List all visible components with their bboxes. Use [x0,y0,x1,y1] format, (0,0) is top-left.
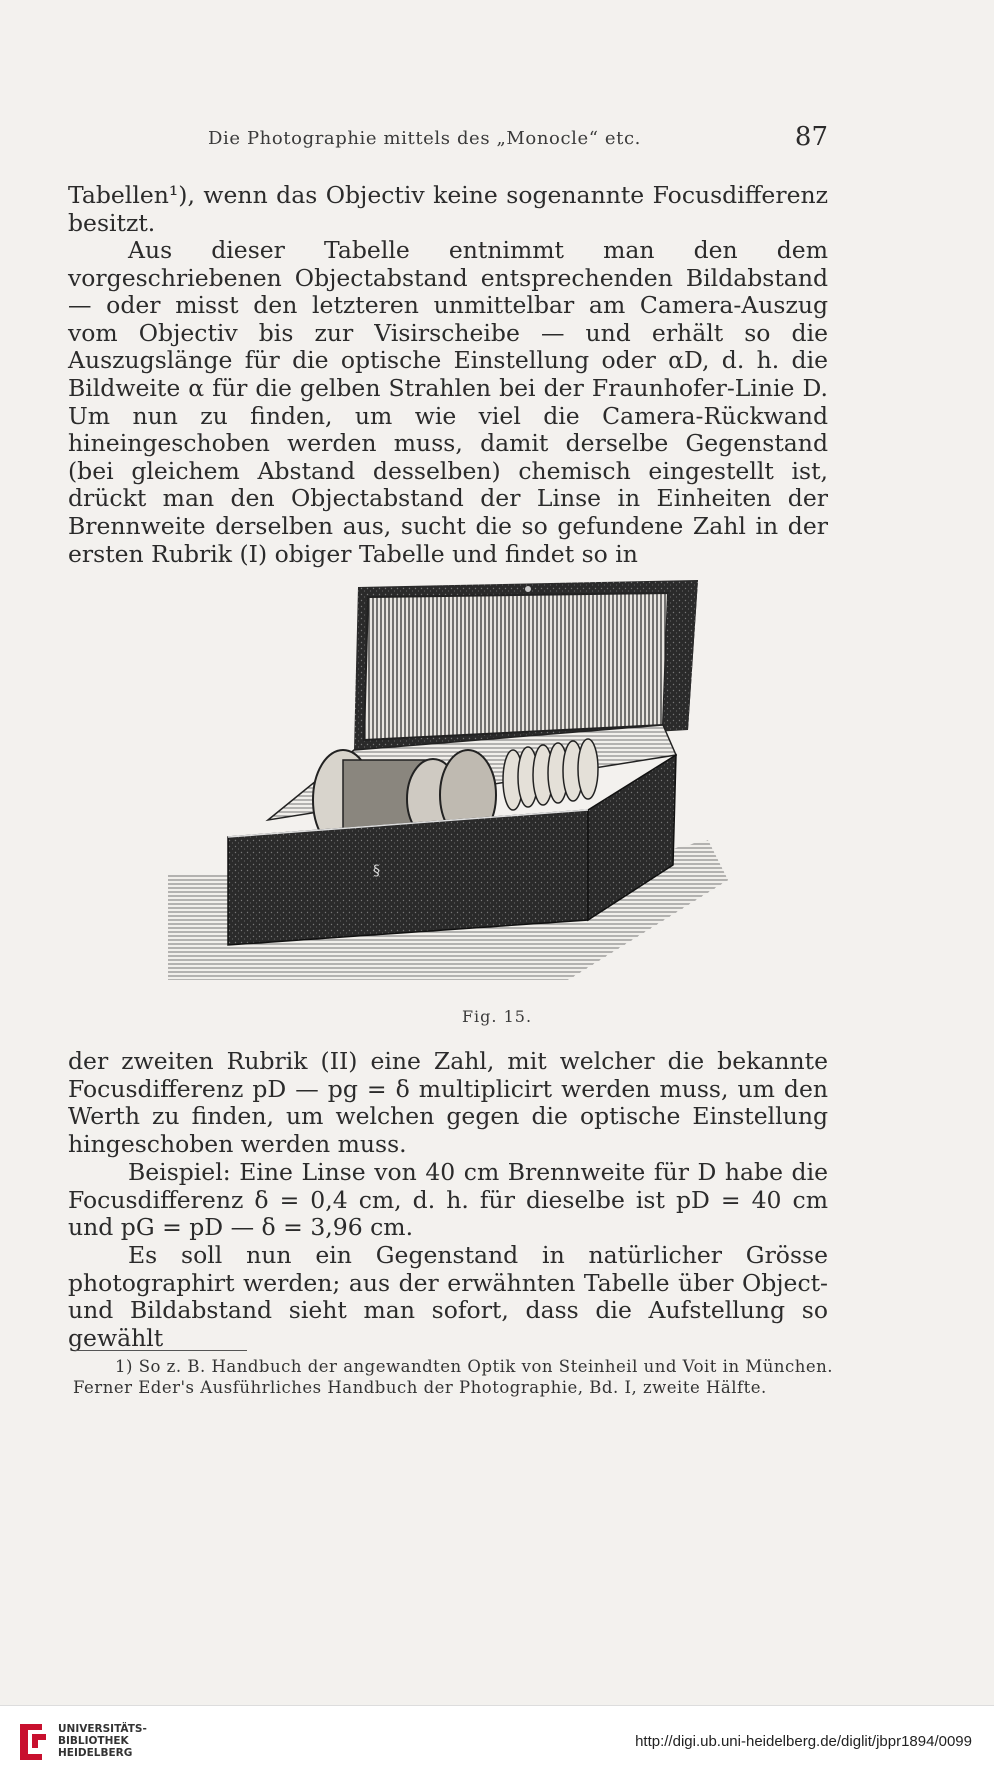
viewer-footer [0,1705,994,1778]
paragraph-beispiel: Beispiel: Eine Linse von 40 cm Brennweite für D habe die Focusdifferenz δ = 0,4 cm, d. h. für dieselbe ist pD = 40 cm und pG = pD — δ = 3,96 cm. [68,1158,828,1242]
figure-lens-case-illustration [168,575,730,995]
library-line-2: BIBLIOTHEK [58,1735,129,1747]
paragraph-tabelle: Aus dieser Tabelle entnimmt man den dem vorgeschriebenen Objectabstand entsprechenden Bildabstand — oder misst den letzteren unmittelbar am Camera-Auszug vom Objectiv bis zur Visirscheibe — und erhält so die Auszugslänge für die optische Einstellung oder αD, d. h. die Bildweite α für die gelben Strahlen bei der Fraunhofer-Linie D. Um nun zu finden, um wie viel die Camera-Rückwand hineingeschoben werden muss, damit derselbe Gegenstand (bei gleichem Abstand desselben) chemisch eingestellt ist, drückt man den Objectabstand der Linse in Einheiten der Brennweite derselben aus, sucht die so gefundene Zahl in der ersten Rubrik (I) obiger Tabelle und findet so in [68,236,828,568]
running-head [68,122,828,158]
permalink-url[interactable]: http://digi.ub.uni-heidelberg.de/diglit/jbpr1894/0099 [635,1733,972,1750]
lid-lining [364,593,668,740]
keyhole-icon: § [373,863,380,879]
paragraph-rubrik: der zweiten Rubrik (II) eine Zahl, mit welcher die bekannte Focusdifferenz pD — pg = δ multiplicirt werden muss, um den Werth zu finden, um welchen gegen die optische Einstellung hingeschoben werden muss. [68,1047,828,1158]
library-name [58,1723,147,1759]
page-number: 87 [794,122,828,152]
footnote: 1) So z. B. Handbuch der angewandten Optik von Steinheil und Voit in München. Ferner Eder's Ausführliches Handbuch der Photographie, Bd. I, zweite Hälfte. [73,1357,833,1397]
figure-caption: Fig. 15. [461,1007,533,1026]
library-line-3: HEIDELBERG [58,1747,133,1759]
library-logo-icon[interactable] [12,1720,52,1764]
library-line-1: UNIVERSITÄTS- [58,1723,147,1735]
lid-clasp [525,586,531,592]
footnote-rule [75,1350,247,1351]
running-title: Die Photographie mittels des „Monocle“ etc. [208,128,641,149]
paragraph-continuation: Tabellen¹), wenn das Objectiv keine sogenannte Focusdifferenz besitzt. [68,181,828,237]
paragraph-gegenstand: Es soll nun ein Gegenstand in natürlicher Grösse photographirt werden; aus der erwähnten Tabelle über Object- und Bildabstand sieht man sofort, dass die Aufstellung so gewählt [68,1241,828,1352]
